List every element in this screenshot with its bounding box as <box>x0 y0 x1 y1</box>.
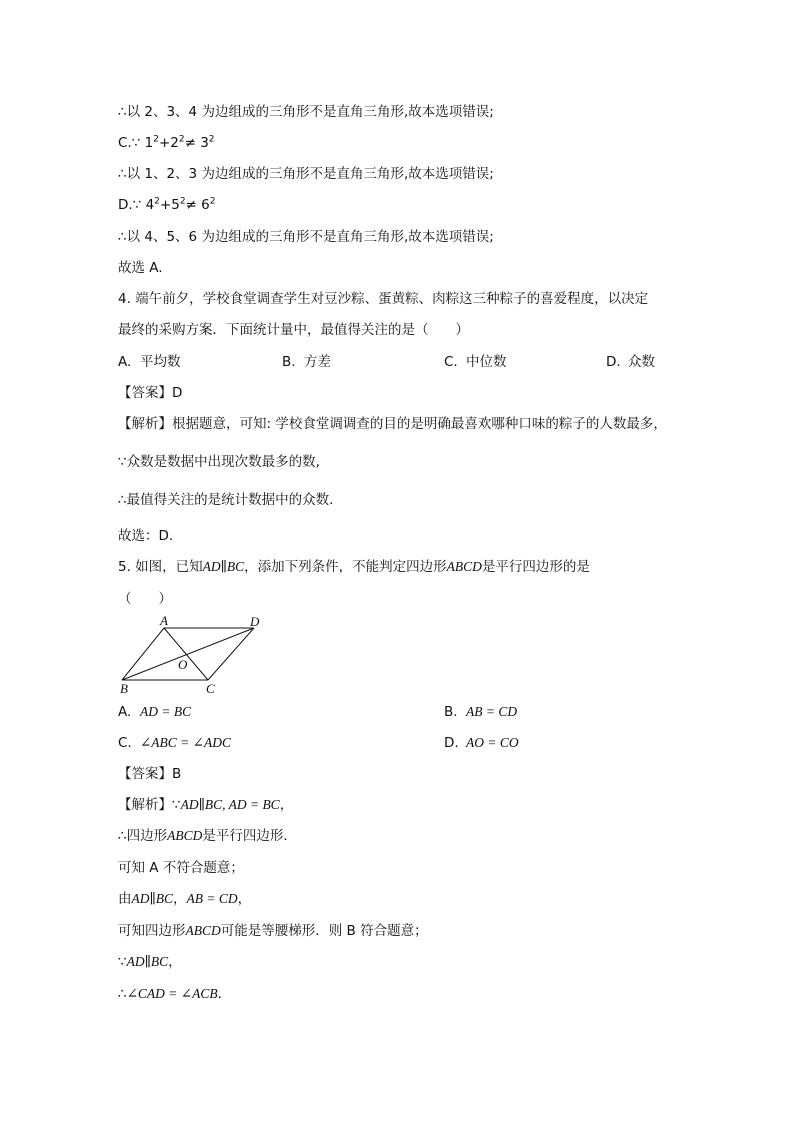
math-expression: AD∥BC <box>131 891 173 906</box>
option-text: 方差 <box>304 354 331 370</box>
diagonal-bd <box>122 628 254 680</box>
option-letter: D. <box>606 354 621 370</box>
side-cd <box>208 628 254 680</box>
q5-option-b <box>444 702 517 722</box>
option-text: 众数 <box>628 354 655 370</box>
option-letter: D. <box>444 735 459 751</box>
math-expression: ABCD <box>185 923 221 938</box>
analysis-text: 可知四边形 <box>118 923 186 939</box>
math-expression: ABCD <box>446 559 482 574</box>
option-letter: C. <box>118 735 132 751</box>
q5-option-c <box>118 733 231 753</box>
analysis-line: 可知 A 不符合题意； <box>118 860 244 876</box>
option-letter: C. <box>444 354 458 370</box>
exponent: 2 <box>153 134 159 145</box>
parallelogram-diagram <box>112 612 282 696</box>
answer-line: 【答案】D <box>118 385 183 401</box>
diagonal-ac <box>164 628 208 680</box>
analysis-text: 可能是等腰梯形．则 B 符合题意； <box>220 923 428 939</box>
q5-option-d <box>444 733 519 753</box>
analysis-line: 【解析】根据题意，可知: 学校食堂调调查的目的是明确最喜欢哪种口味的粽子的人数最多， <box>118 416 667 432</box>
vertex-label-b: B <box>120 681 128 696</box>
conclusion-line: 故选 A. <box>118 260 163 276</box>
option-math: AD = BC <box>140 704 192 719</box>
option-letter: B. <box>282 354 296 370</box>
vertex-label-a: A <box>160 613 168 628</box>
parallelogram-figure <box>112 612 282 696</box>
math-expression: AD∥BC, AD = BC <box>180 797 280 812</box>
exponent: 2 <box>209 196 216 207</box>
vertex-label-c: C <box>206 681 215 696</box>
option-letter: B. <box>444 704 458 720</box>
answer-line: 【答案】B <box>118 766 182 782</box>
vertex-label-d: D <box>250 614 260 629</box>
stem-text: 是平行四边形的是 <box>481 559 590 575</box>
math-term: 4 <box>145 197 155 213</box>
q4-option-b <box>282 352 331 372</box>
analysis-text: ， <box>279 797 294 813</box>
option-math: ∠ABC = ∠ADC <box>140 735 231 750</box>
math-op: + <box>159 197 172 213</box>
analysis-text: 【解析】∵ <box>118 797 181 813</box>
math-term: 2 <box>170 135 179 151</box>
q5-option-a <box>118 702 191 722</box>
analysis-line <box>118 795 293 815</box>
math-term: 3 <box>200 135 209 151</box>
formula-line <box>118 133 215 153</box>
math-op: ≠ <box>185 197 197 213</box>
stem-text: 5. 如图，已知 <box>118 559 203 575</box>
analysis-text: ∴ <box>118 986 127 1002</box>
math-op: + <box>158 135 171 151</box>
option-math: AB = CD <box>466 704 518 719</box>
analysis-line <box>118 984 231 1004</box>
option-letter: A. <box>118 704 132 720</box>
q4-option-a <box>118 352 181 372</box>
option-text: 中位数 <box>466 354 507 370</box>
math-expression: ∠CAD = ∠ACB <box>126 986 218 1001</box>
analysis-line <box>118 921 428 941</box>
analysis-line <box>118 826 297 846</box>
analysis-text: ， <box>168 954 182 970</box>
exponent: 2 <box>178 134 185 145</box>
text-line: ∴以 4、5、6 为边组成的三角形不是直角三角形,故本选项错误; <box>118 229 494 245</box>
exponent: 2 <box>154 196 160 207</box>
option-math: AO = CO <box>466 735 519 750</box>
analysis-line: ∴最值得关注的是统计数据中的众数. <box>118 492 334 508</box>
q5-stem-line: （ ） <box>118 591 172 607</box>
analysis-text: 由 <box>118 891 132 907</box>
math-expression: AD∥BC <box>126 954 169 969</box>
math-expression: ABCD <box>167 828 203 843</box>
math-op: ≠ <box>184 135 196 151</box>
conclusion-line: 故选：D． <box>118 528 183 544</box>
stem-text: ，添加下列条件，不能判定四边形 <box>244 559 447 575</box>
math-term: 6 <box>201 197 210 213</box>
exponent: 2 <box>208 134 215 145</box>
q4-stem-line: 4. 端午前夕，学校食堂调查学生对豆沙粽、蛋黄粽、肉粽这三种粽子的喜爱程度，以决定 <box>118 291 649 307</box>
text-line: ∴以 1、2、3 为边组成的三角形不是直角三角形,故本选项错误; <box>118 166 494 182</box>
because-symbol: ∵ <box>131 135 141 151</box>
analysis-line: ∵众数是数据中出现次数最多的数, <box>118 454 320 470</box>
q4-stem-line: 最终的采购方案．下面统计量中，最值得关注的是（ ） <box>118 322 469 338</box>
analysis-text: ， <box>172 891 187 907</box>
option-letter: D. <box>118 197 133 213</box>
analysis-text: ∴四边形 <box>118 828 168 844</box>
math-expression: AD∥BC <box>202 559 245 574</box>
vertex-label-o: O <box>178 657 188 672</box>
math-term: 1 <box>144 135 154 151</box>
text-line: ∴以 2、3、4 为边组成的三角形不是直角三角形,故本选项错误; <box>118 104 494 120</box>
math-term: 5 <box>171 197 180 213</box>
exponent: 2 <box>179 196 186 207</box>
because-symbol: ∵ <box>132 197 142 213</box>
analysis-line <box>118 889 251 909</box>
option-letter: A. <box>118 354 132 370</box>
analysis-text: ， <box>237 891 252 907</box>
analysis-text: 是平行四边形． <box>202 828 297 844</box>
analysis-line <box>118 952 182 972</box>
q5-stem-line <box>118 557 590 577</box>
option-letter: C. <box>118 135 132 151</box>
q4-option-d <box>606 352 655 372</box>
math-expression: AB = CD <box>186 891 238 906</box>
analysis-text: ． <box>217 986 232 1002</box>
q4-option-c <box>444 352 507 372</box>
formula-line <box>118 195 215 215</box>
analysis-text: ∵ <box>118 954 127 970</box>
option-text: 平均数 <box>140 354 181 370</box>
